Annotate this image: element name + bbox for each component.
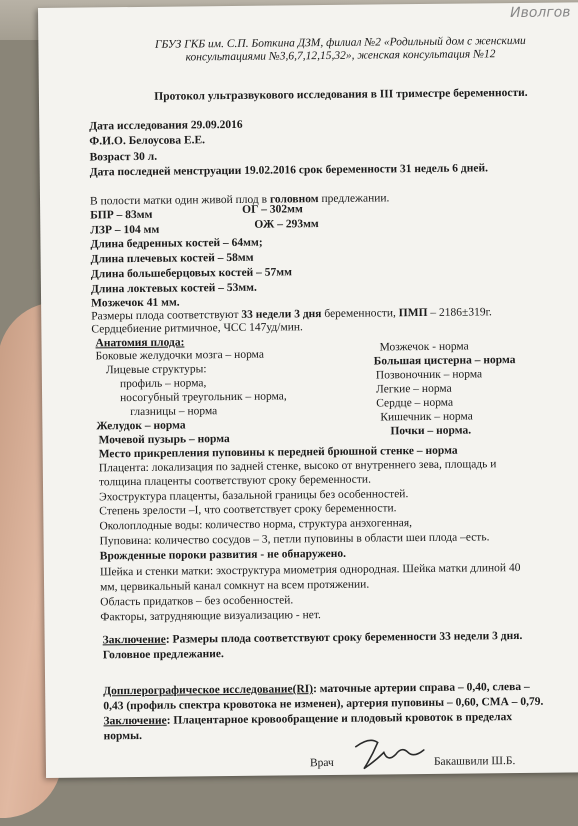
conclusion-line-2: Головное предлежание. [102,648,224,662]
anatomy-right-5: Кишечник – норма [380,410,473,424]
placenta-line-1: Плацента: локализация по задней стенке, высоко от внутреннего зева, площадь и [98,458,497,475]
tibia-line: Длина большеберцовых костей – 57мм [90,266,293,281]
exam-date: Дата исследования 29.09.2016 [89,118,243,133]
corner-handwritten-note: Иволгов [509,4,571,22]
ozh-line: ОЖ – 293мм [254,218,319,231]
intro-line: В полости матки один живой плод в головном предлежании. [89,192,390,208]
anatomy-header: Анатомия плода: [95,336,185,350]
doppler-conclusion-2: нормы. [103,729,142,743]
anatomy-right-2: Позвоночник – норма [375,368,483,382]
lmp-line: Дата последней менструации 19.02.2016 срок беременности 31 недель 6 дней. [89,162,489,179]
umbilical-cord: Пуповина: количество сосудов – 3, петли пуповины в области шеи плода –есть. [99,531,490,548]
document-sheet [38,2,578,778]
anatomy-right-1: Большая цистерна – норма [373,354,516,368]
anatomy-left-4: глазницы – норма [130,405,218,419]
anatomy-left-3: носогубный треугольник – норма, [120,390,287,405]
doppler-line-2: 0,43 (профиль спектра кровотока не изменен), артерия пуповины – 0,60, СМА – 0,79. [103,695,544,713]
cerebellum-size: Мозжечок 41 мм. [91,296,180,310]
ulna-line: Длина локтевых костей – 53мм. [90,281,257,296]
anatomy-left-0: Боковые желудочки мозга – норма [95,348,265,363]
doctor-label: Врач [309,756,334,770]
anatomy-right-3: Легкие – норма [375,382,452,396]
doctor-signature [350,732,430,775]
adnexa-line: Область придатков – без особенностей. [100,594,294,609]
cervix-line-2: мм, цервикальный канал сомкнут на всем протяжении. [100,578,370,594]
anatomy-right-6: Почки – норма. [390,424,472,438]
doppler-conclusion-1: Заключение: Плацентарное кровообращение и плодовый кровоток в пределах [103,711,513,728]
lzr-line: ЛЗР – 104 мм [90,223,160,237]
size-line: Размеры плода соответствуют 33 недели 3 дня беременности, ПМП – 2186±319г. [91,306,492,323]
congenital-defects: Врожденные пороки развития - не обнаружено. [99,547,346,563]
placenta-line-4: Степень зрелости –I, что соответствует сроку беременности. [99,502,397,518]
anatomy-right-4: Сердце – норма [376,396,454,410]
placenta-line-3: Эхоструктура плаценты, базальной границы без особенностей. [99,488,409,504]
org-line-2: консультациями №3,6,7,12,15,32», женская консультация №12 [185,48,496,64]
doctor-name: Бакашвили Ш.Б. [433,755,516,768]
patient-name: Ф.И.О. Белоусова Е.Е. [89,134,206,148]
org-line-1: ГБУЗ ГКБ им. С.П. Боткина ДЗМ, филиал №2 «Родильный дом с женскими [154,34,526,51]
anatomy-left-1: Лицевые структуры: [105,363,207,377]
factors-line: Факторы, затрудняющие визуализацию - нет. [100,609,321,624]
anatomy-left-2: профиль – норма, [119,377,207,391]
conclusion-line-1: Заключение: Размеры плода соответствуют сроку беременности 33 недели 3 дня. [102,629,523,647]
humerus-line: Длина плечевых костей – 58мм [90,251,254,266]
anatomy-left-5: Желудок – норма [96,419,186,433]
cervix-line-1: Шейка и стенки матки: эхоструктура миометрия однородная. Шейка матки длиной 40 [99,561,521,579]
femur-line: Длина бедренных костей – 64мм; [90,236,263,251]
patient-age: Возраст 30 л. [89,150,158,164]
document-title: Протокол ультразвукового исследования в III триместре беременности. [154,86,528,103]
anatomy-right-0: Мозжечок - норма [379,340,469,354]
cord-insertion: Место прикрепления пуповины к передней брюшной стенке – норма [98,444,458,461]
doppler-line-1: Допплерографическое исследование(RI): маточные артерии справа – 0,40, слева – [103,680,530,698]
amniotic-fluid: Околоплодные воды: количество норма, структура анэхогенная, [99,517,413,533]
heart-line: Сердцебиение ритмичное, ЧСС 147уд/мин. [91,321,303,336]
placenta-line-2: толщина плаценты соответствуют сроку беременности. [98,473,371,489]
bpr-line: БПР – 83мм [90,208,153,222]
anatomy-left-6: Мочевой пузырь – норма [98,433,230,447]
og-line: ОГ – 302мм [242,203,303,216]
